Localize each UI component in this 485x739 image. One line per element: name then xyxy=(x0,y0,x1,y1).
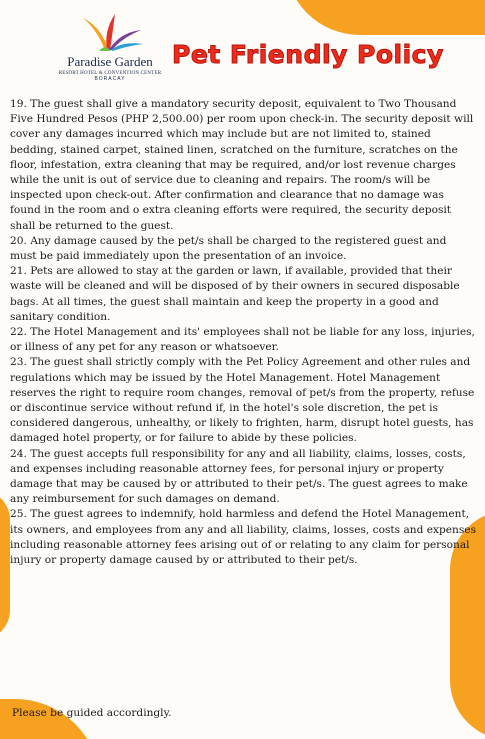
policy-text: The guest agrees to indemnify, hold harmless and defend the Hotel Management, its owners, and employees from any and all liability, claims, losses, costs and expenses including reasonable attorney fees arising out of or relating to any claim for personal injury or property damage caused by or attributed to their pet/s. xyxy=(10,508,477,567)
logo-place: BORACAY xyxy=(94,76,126,82)
logo-name: Paradise Garden xyxy=(67,54,153,69)
policy-item-23 xyxy=(10,355,476,446)
policy-text: The guest accepts full responsibility for any and all liability, claims, losses, costs, and expenses including reasonable attorney fees, for personal injury or property damage that may be caused by or attributed to their pet/s. The guest agrees to make any reimbursement for such damages on demand. xyxy=(10,447,468,506)
policy-list xyxy=(10,97,476,568)
logo-subtitle: RESORT HOTEL & CONVENTION CENTER xyxy=(58,71,162,76)
policy-text: Any damage caused by the pet/s shall be charged to the registered guest and must be paid immediately upon the presentation of an invoice. xyxy=(10,234,447,263)
policy-number: 21. xyxy=(10,265,27,278)
policy-number: 19. xyxy=(10,98,27,110)
bird-of-paradise-icon xyxy=(75,10,145,52)
orange-bottom-decoration xyxy=(0,699,100,739)
closing-note: Please be guided accordingly. xyxy=(12,707,172,719)
policy-number: 24. xyxy=(10,447,27,460)
policy-text: Pets are allowed to stay at the garden or lawn, if available, provided that their waste will be cleaned and will be disposed of by their owners in secured disposable bags. At all times, the guest shall maintain and keep the property in a good and sanitary condition. xyxy=(10,265,460,323)
orange-corner-decoration xyxy=(285,0,485,35)
page-title: Pet Friendly Policy xyxy=(172,40,444,69)
policy-number: 20. xyxy=(10,234,27,247)
paradise-garden-logo xyxy=(50,10,170,90)
orange-side-decoration-left xyxy=(0,490,10,640)
policy-number: 23. xyxy=(10,356,27,369)
policy-text: The guest shall strictly comply with the Pet Policy Agreement and other rules and regulations which may be issued by the Hotel Management. Hotel Management reserves the right to require room changes, removal of pet/s from the property, refuse or discontinue service without refund if, in the hotel's sole discretion, the pet is considered dangerous, unhealthy, or likely to frighten, harm, disrupt hotel guests, has damaged hotel property, or for failure to abide by these policies. xyxy=(10,356,475,445)
policy-item-24 xyxy=(10,447,476,508)
policy-item-20 xyxy=(10,234,476,264)
policy-item-21 xyxy=(10,264,476,325)
policy-number: 25. xyxy=(10,508,27,521)
policy-item-19 xyxy=(10,97,476,234)
policy-item-25 xyxy=(10,507,476,568)
policy-item-22 xyxy=(10,325,476,355)
policy-text: The guest shall give a mandatory security deposit, equivalent to Two Thousand Five Hundred Pesos (PHP 2,500.00) per room upon check-in. The security deposit will cover any damages incurred which may include but are not limited to, stained bedding, stained carpet, stained linen, scratched on the furniture, scratches on the floor, infestation, extra cleaning that may be required, and/or lost revenue charges while the unit is out of service due to cleaning and repairs. The room/s will be inspected upon check-out. After confirmation and clearance that no damage was found in the room and o extra cleaning efforts were required, the security deposit shall be returned to the guest. xyxy=(10,98,474,232)
policy-number: 22. xyxy=(10,326,27,339)
policy-text: The Hotel Management and its' employees shall not be liable for any loss, injuries, or illness of any pet for any reason or whatsoever. xyxy=(10,326,475,354)
